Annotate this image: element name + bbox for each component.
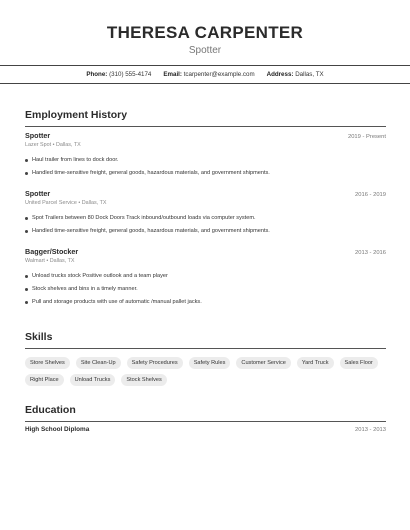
job-dates: 2016 - 2019 bbox=[355, 192, 386, 198]
skill-chip: Customer Service bbox=[236, 357, 290, 369]
job-entry bbox=[25, 247, 386, 312]
job-bullet: Pull and storage products with use of automatic /manual pallet jacks. bbox=[25, 299, 386, 306]
email-value: tcarpenter@example.com bbox=[183, 71, 255, 78]
job-dates: 2013 - 2016 bbox=[355, 250, 386, 256]
job-title: Bagger/Stocker bbox=[25, 247, 79, 256]
skills-section bbox=[25, 330, 386, 349]
degree: High School Diploma bbox=[25, 426, 90, 433]
education-entry bbox=[25, 426, 386, 433]
skill-chip: Right Place bbox=[25, 374, 64, 386]
contact-phone: Phone: (310) 555-4174 bbox=[86, 71, 152, 78]
skills-list bbox=[25, 357, 386, 386]
skill-chip: Safety Rules bbox=[189, 357, 231, 369]
job-entry bbox=[25, 189, 386, 241]
section-divider bbox=[25, 348, 386, 349]
contact-address: Address: Dallas, TX bbox=[266, 71, 324, 78]
skill-chip: Stock Shelves bbox=[121, 374, 166, 386]
skill-chip: Safety Procedures bbox=[127, 357, 183, 369]
skill-chip: Yard Truck bbox=[297, 357, 334, 369]
job-company: Lazer Spot • Dallas, TX bbox=[25, 142, 81, 148]
education-section bbox=[25, 403, 386, 422]
job-entry bbox=[25, 131, 386, 183]
section-heading: Education bbox=[25, 404, 76, 416]
skill-chip: Unload Trucks bbox=[70, 374, 116, 386]
job-bullet: Handled time-sensitive freight, general goods, hazardous materials, and government shipments. bbox=[25, 228, 386, 235]
job-bullet: Handled time-sensitive freight, general goods, hazardous materials, and government shipments. bbox=[25, 170, 386, 177]
candidate-name: THERESA CARPENTER bbox=[106, 23, 304, 42]
job-bullet: Spot Trailers between 80 Dock Doors Track inbound/outbound loads via computer system. bbox=[25, 215, 386, 222]
skill-chip: Sales Floor bbox=[340, 357, 378, 369]
skill-chip: Store Shelves bbox=[25, 357, 70, 369]
contact-bar bbox=[0, 65, 410, 84]
candidate-title: Spotter bbox=[188, 45, 222, 56]
job-company: United Parcel Service • Dallas, TX bbox=[25, 200, 107, 206]
section-divider bbox=[25, 126, 386, 127]
job-company: Walmart • Dallas, TX bbox=[25, 258, 75, 264]
phone-value: (310) 555-4174 bbox=[109, 71, 152, 78]
job-bullet: Unload trucks stock Positive outlook and a team player bbox=[25, 273, 386, 280]
section-heading: Employment History bbox=[25, 109, 128, 121]
contact-email: Email: tcarpenter@example.com bbox=[163, 71, 255, 78]
section-divider bbox=[25, 421, 386, 422]
employment-section bbox=[25, 108, 386, 127]
address-value: Dallas, TX bbox=[295, 71, 324, 78]
job-title: Spotter bbox=[25, 189, 51, 198]
resume-header bbox=[0, 22, 410, 58]
job-bullet: Haul trailer from lines to dock door. bbox=[25, 157, 386, 164]
job-bullet: Stock shelves and bins in a timely manner. bbox=[25, 286, 386, 293]
job-dates: 2019 - Present bbox=[347, 134, 386, 140]
section-heading: Skills bbox=[25, 331, 53, 343]
skill-chip: Site Clean-Up bbox=[76, 357, 121, 369]
job-title: Spotter bbox=[25, 131, 51, 140]
education-dates: 2013 - 2013 bbox=[355, 427, 386, 433]
